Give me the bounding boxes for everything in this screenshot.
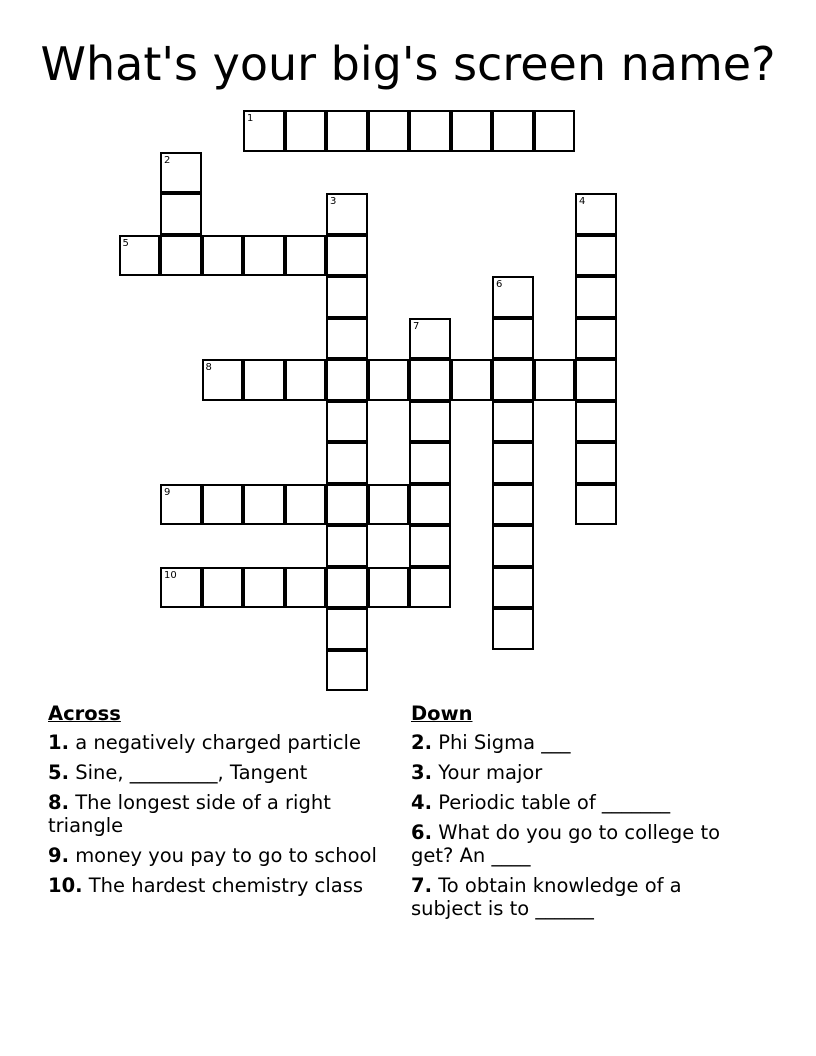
grid-cell[interactable] [451,359,493,401]
clue-down-4 [411,791,751,814]
cell-number: 8 [205,362,212,373]
grid-cell[interactable] [285,567,327,609]
clue-down-7 [411,874,751,920]
clue-across-8 [48,791,398,837]
grid-cell[interactable] [368,110,410,152]
clue-text: The longest side of a right triangle [48,791,331,837]
grid-cell[interactable] [534,359,576,401]
grid-cell[interactable] [575,193,617,235]
cell-number: 10 [164,569,177,581]
grid-cell[interactable] [326,235,368,277]
grid-cell[interactable] [492,608,534,650]
grid-cell[interactable] [285,359,327,401]
clue-across-5 [48,761,398,784]
grid-cell[interactable] [451,110,493,152]
across-clues [48,702,398,904]
grid-cell[interactable] [202,484,244,526]
cell-number: 9 [164,486,171,498]
grid-cell[interactable] [243,110,285,152]
grid-cell[interactable] [326,318,368,360]
grid-cell[interactable] [492,318,534,360]
grid-cell[interactable] [285,484,327,526]
clue-number: 7. [411,874,432,897]
grid-cell[interactable] [492,359,534,401]
grid-cell[interactable] [243,359,285,401]
grid-cell[interactable] [492,276,534,318]
clue-number: 1. [48,731,69,754]
grid-cell[interactable] [326,567,368,609]
grid-cell[interactable] [160,235,202,277]
grid-cell[interactable] [575,442,617,484]
grid-cell[interactable] [326,525,368,567]
cell-number: 2 [164,154,171,166]
grid-cell[interactable] [160,152,202,194]
cell-number: 6 [496,279,503,290]
clue-number: 9. [48,844,69,867]
grid-cell[interactable] [160,567,202,609]
grid-cell[interactable] [285,235,327,277]
grid-cell[interactable] [202,359,244,401]
grid-cell[interactable] [575,235,617,277]
clue-text: a negatively charged particle [75,731,361,754]
grid-cell[interactable] [409,567,451,609]
grid-cell[interactable] [575,484,617,526]
grid-cell[interactable] [492,401,534,443]
grid-cell[interactable] [409,401,451,443]
clue-down-3 [411,761,751,784]
grid-cell[interactable] [326,276,368,318]
grid-cell[interactable] [243,567,285,609]
clue-across-10 [48,874,398,897]
grid-cell[interactable] [492,484,534,526]
across-heading: Across [48,702,121,725]
grid-cell[interactable] [575,318,617,360]
grid-cell[interactable] [409,359,451,401]
clue-text: Periodic table of _______ [438,791,671,814]
grid-cell[interactable] [368,567,410,609]
clue-text: What do you go to college to get? An ____ [411,821,721,867]
cell-number: 1 [247,113,254,124]
clue-text: money you pay to go to school [75,844,377,867]
grid-cell[interactable] [409,442,451,484]
grid-cell[interactable] [492,567,534,609]
clue-down-2 [411,731,751,754]
grid-cell[interactable] [202,235,244,277]
page-title: What's your big's screen name? [40,37,776,91]
grid-cell[interactable] [326,442,368,484]
clue-number: 4. [411,791,432,814]
cell-number: 7 [413,320,420,332]
clue-text: Sine, _________, Tangent [75,761,308,784]
grid-cell[interactable] [326,401,368,443]
grid-cell[interactable] [160,193,202,235]
clue-number: 5. [48,761,69,784]
cell-number: 3 [330,196,337,207]
clue-number: 3. [411,761,432,784]
grid-cell[interactable] [243,484,285,526]
grid-cell[interactable] [160,484,202,526]
grid-cell[interactable] [409,318,451,360]
grid-cell[interactable] [326,359,368,401]
clue-number: 6. [411,821,432,844]
grid-cell[interactable] [243,235,285,277]
cell-number: 4 [579,196,586,207]
cell-number: 5 [122,237,129,249]
grid-cell[interactable] [409,110,451,152]
grid-cell[interactable] [534,110,576,152]
clue-across-1 [48,731,398,754]
clue-text: The hardest chemistry class [88,874,364,897]
down-clues [411,702,751,927]
clue-down-6 [411,821,751,867]
clue-number: 10. [48,874,83,897]
clue-text: To obtain knowledge of a subject is to ______ [411,874,682,920]
grid-cell[interactable] [285,110,327,152]
grid-cell[interactable] [409,525,451,567]
grid-cell[interactable] [492,110,534,152]
clue-number: 8. [48,791,69,814]
grid-cell[interactable] [575,359,617,401]
grid-cell[interactable] [492,525,534,567]
grid-cell[interactable] [492,442,534,484]
down-heading: Down [411,702,473,725]
grid-cell[interactable] [326,608,368,650]
grid-cell[interactable] [409,484,451,526]
grid-cell[interactable] [368,484,410,526]
clue-number: 2. [411,731,432,754]
clue-across-9 [48,844,398,867]
clue-text: Your major [438,761,543,784]
grid-cell[interactable] [202,567,244,609]
grid-cell[interactable] [368,359,410,401]
grid-cell[interactable] [575,276,617,318]
grid-cell[interactable] [575,401,617,443]
clue-text: Phi Sigma ___ [438,731,571,754]
grid-cell[interactable] [326,110,368,152]
grid-cell[interactable] [326,650,368,692]
grid-cell[interactable] [326,193,368,235]
grid-cell[interactable] [326,484,368,526]
grid-cell[interactable] [119,235,161,277]
